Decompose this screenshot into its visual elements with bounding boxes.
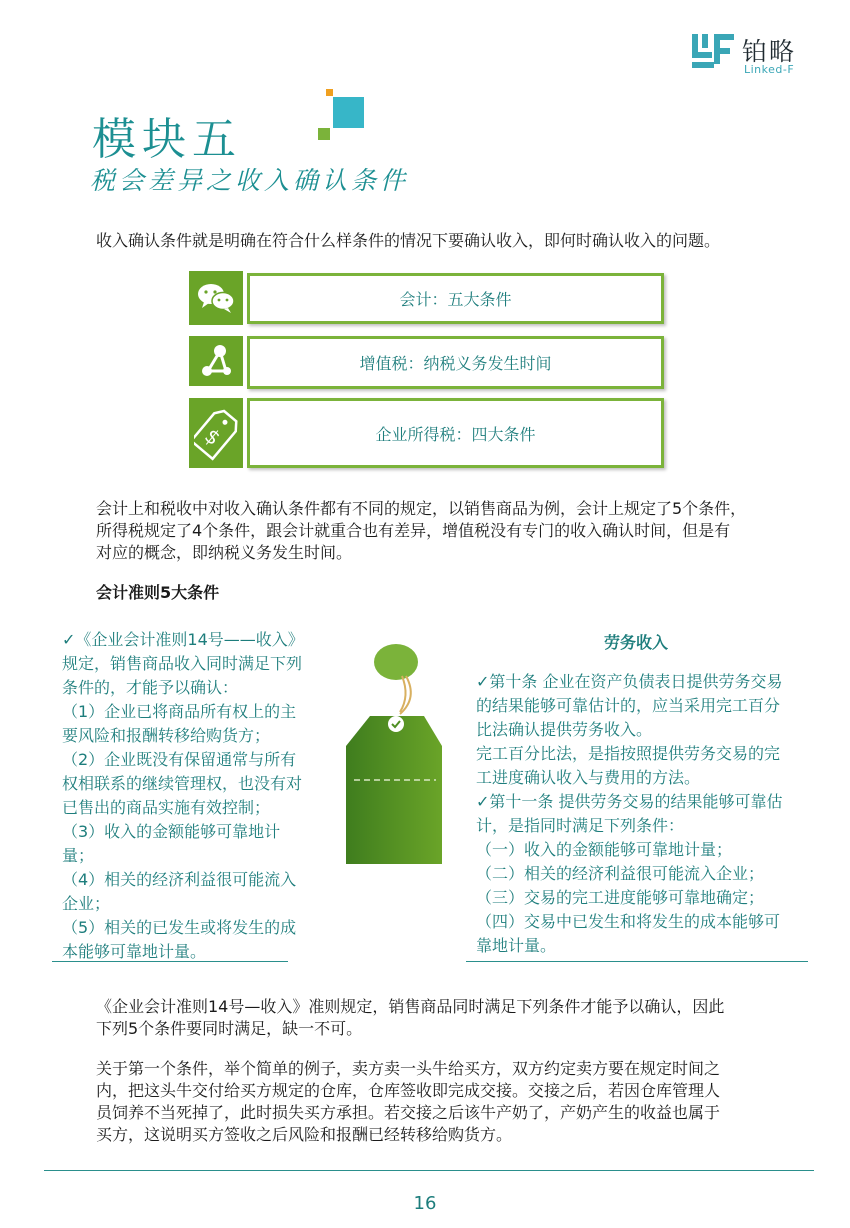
list-item: ✓第十一条 提供劳务交易的结果能够可靠估 (476, 792, 783, 811)
list-item: 要风险和报酬转移给购货方； (62, 726, 271, 745)
list-item: 比法确认提供劳务收入。 (476, 720, 653, 739)
list-item: （3）收入的金额能够可靠地计量； (62, 822, 281, 865)
module-title: 模块五 (92, 114, 242, 165)
list-item: （2）企业既没有保留通常与所有 (62, 750, 297, 769)
list-item: 条件的，才能予以确认： (62, 678, 239, 697)
paragraph-line: 所得税规定了4个条件，跟会计就重合也有差异，增值税没有专门的收入确认时间，但是有 (96, 521, 731, 540)
box-corporate-income-tax (247, 398, 664, 468)
brand-name-cn: 铂略 (742, 37, 797, 66)
list-item: （5）相关的已发生或将发生的成 (62, 918, 297, 937)
list-item: ✓第十条 企业在资产负债表日提供劳务交易 (476, 672, 783, 691)
intro-paragraph: 收入确认条件就是明确在符合什么样条件的情况下要确认收入，即何时确认收入的问题。 (96, 231, 721, 250)
box-cit-label: 企业所得税：四大条件 (375, 424, 536, 444)
list-item: 靠地计量。 (476, 936, 557, 955)
accounting-conditions-list (62, 628, 312, 964)
price-tag-icon (340, 636, 450, 868)
paragraph-line: 《企业会计准则14号—收入》准则规定，销售商品同时满足下列条件才能予以确认，因此 (96, 997, 725, 1016)
list-item: 规定，销售商品收入同时满足下列 (62, 654, 303, 673)
left-column-rule (52, 961, 288, 962)
right-column-rule (466, 961, 808, 962)
paragraph-line: 下列5个条件要同时满足，缺一不可。 (96, 1019, 363, 1038)
brand-logo (690, 30, 820, 80)
list-item: （4）相关的经济利益很可能流入 (62, 870, 297, 889)
page-number: 16 (413, 1193, 437, 1214)
dollar-tag-icon (189, 398, 243, 468)
paragraph-line: 内，把这头牛交付给买方规定的仓库，仓库签收即完成交接。交接之后，若因仓库管理人 (96, 1081, 721, 1100)
svg-text:$: $ (200, 423, 226, 451)
paragraph-line: 对应的概念，即纳税义务发生时间。 (96, 543, 353, 562)
list-item: 权相联系的继续管理权，也没有对 (62, 774, 303, 793)
list-item: 工进度确认收入与费用的方法。 (476, 768, 701, 787)
list-item: （二）相关的经济利益很可能流入企业； (476, 864, 765, 883)
paragraph-standard (96, 996, 802, 1040)
service-income-title: 劳务收入 (604, 633, 669, 652)
list-item: 本能够可靠地计量。 (62, 942, 207, 961)
paragraph-comparison (96, 498, 802, 564)
list-item: （三）交易的完工进度能够可靠地确定； (476, 888, 765, 907)
paragraph-line: 买方，这说明买方签收之后风险和报酬已经转移给购货方。 (96, 1125, 513, 1144)
brand-name-en: Linked-F (744, 63, 795, 76)
paragraph-line: 员饲养不当死掉了，此时损失买方承担。若交接之后该牛产奶了，产奶产生的收益也属于 (96, 1103, 721, 1122)
list-item: （1）企业已将商品所有权上的主 (62, 702, 297, 721)
list-item: 的结果能够可靠估计的，应当采用完工百分 (476, 696, 781, 715)
paragraph-line: 会计上和税收中对收入确认条件都有不同的规定，以销售商品为例，会计上规定了5个条件， (96, 499, 747, 518)
chat-bubbles-icon (189, 271, 243, 325)
list-item: （一）收入的金额能够可靠地计量； (476, 840, 733, 859)
service-income-list (476, 670, 806, 958)
section-heading: 会计准则5大条件 (96, 583, 220, 602)
decor-square-green (318, 128, 330, 140)
list-item: 企业； (62, 894, 111, 913)
linked-f-logo-mark-icon (690, 30, 738, 74)
footer-rule (44, 1170, 814, 1171)
paragraph-example (96, 1058, 802, 1146)
box-vat-label: 增值税：纳税义务发生时间 (359, 354, 552, 373)
decor-square-orange (326, 89, 333, 96)
network-share-icon (189, 336, 243, 386)
paragraph-line: 关于第一个条件，举个简单的例子，卖方卖一头牛给买方，双方约定卖方要在规定时间之 (96, 1059, 721, 1078)
list-item: 计，是指同时满足下列条件： (476, 816, 685, 835)
box-accounting (247, 273, 664, 324)
module-subtitle: 税会差异之收入确认条件 (90, 166, 410, 195)
box-vat (247, 336, 664, 389)
list-item: （四）交易中已发生和将发生的成本能够可 (476, 912, 781, 931)
list-item: 完工百分比法，是指按照提供劳务交易的完 (476, 744, 781, 763)
list-item: 已售出的商品实施有效控制； (62, 798, 271, 817)
decor-square-teal (333, 97, 364, 128)
box-accounting-label: 会计：五大条件 (399, 290, 512, 309)
list-item: ✓《企业会计准则14号——收入》 (62, 630, 304, 649)
